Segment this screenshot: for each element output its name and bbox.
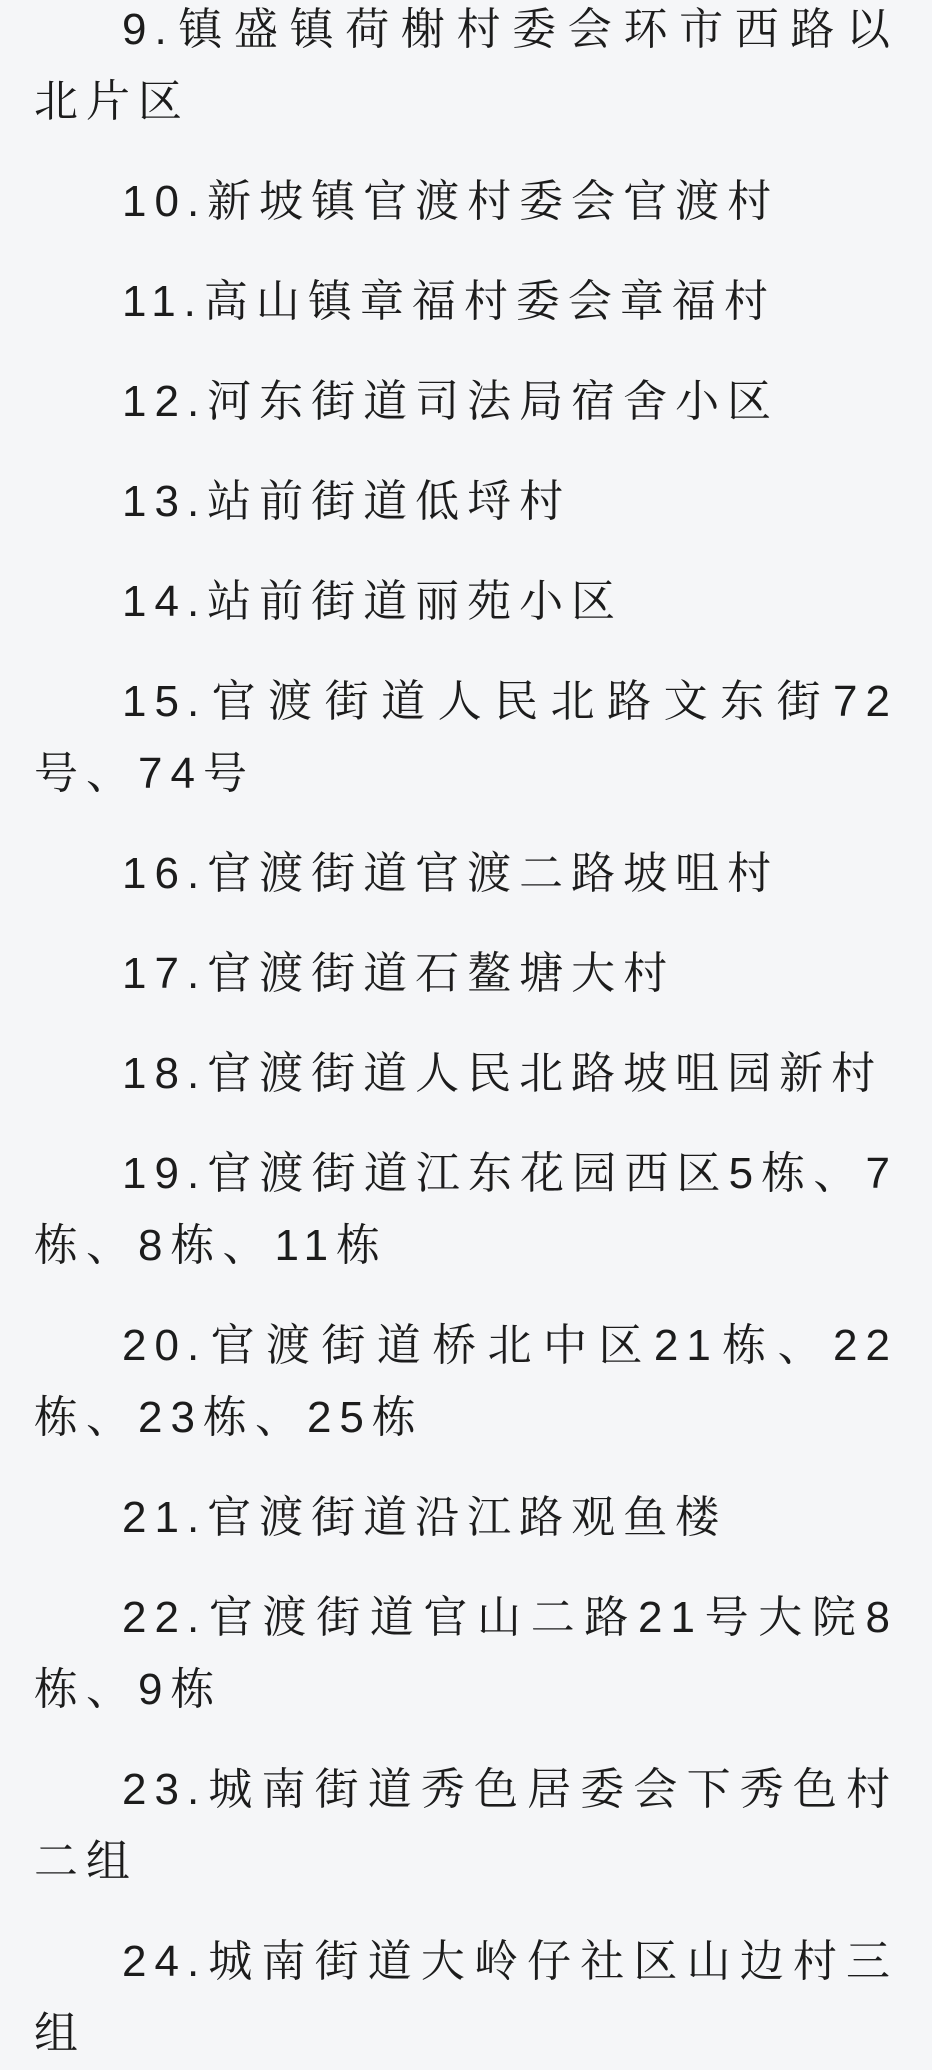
list-item: 14.站前街道丽苑小区 [122, 577, 624, 626]
list-item: 11.高山镇章福村委会章福村 [122, 277, 776, 326]
list-item: 23.城南街道秀色居委会下秀色村二组 [34, 1765, 898, 1886]
list-item: 13.站前街道低埒村 [122, 477, 572, 526]
list-item: 19.官渡街道江东花园西区5栋、7栋、8栋、11栋 [34, 1149, 898, 1270]
list-item: 24.城南街道大岭仔社区山边村三组 [34, 1937, 898, 2058]
list-item: 10.新坡镇官渡村委会官渡村 [122, 177, 780, 226]
list-item: 18.官渡街道人民北路坡咀园新村 [122, 1049, 884, 1098]
list-item: 22.官渡街道官山二路21号大院8栋、9栋 [34, 1593, 898, 1714]
list-item: 12.河东街道司法局宿舍小区 [122, 377, 780, 426]
list-item: 16.官渡街道官渡二路坡咀村 [122, 849, 780, 898]
list-item: 9.镇盛镇荷榭村委会环市西路以北片区 [34, 5, 898, 126]
list-item: 17.官渡街道石鳌塘大村 [122, 949, 676, 998]
list-item: 21.官渡街道沿江路观鱼楼 [122, 1493, 728, 1542]
list-item: 15.官渡街道人民北路文东街72号、74号 [34, 677, 898, 798]
list-item: 20.官渡街道桥北中区21栋、22栋、23栋、25栋 [34, 1321, 898, 1442]
